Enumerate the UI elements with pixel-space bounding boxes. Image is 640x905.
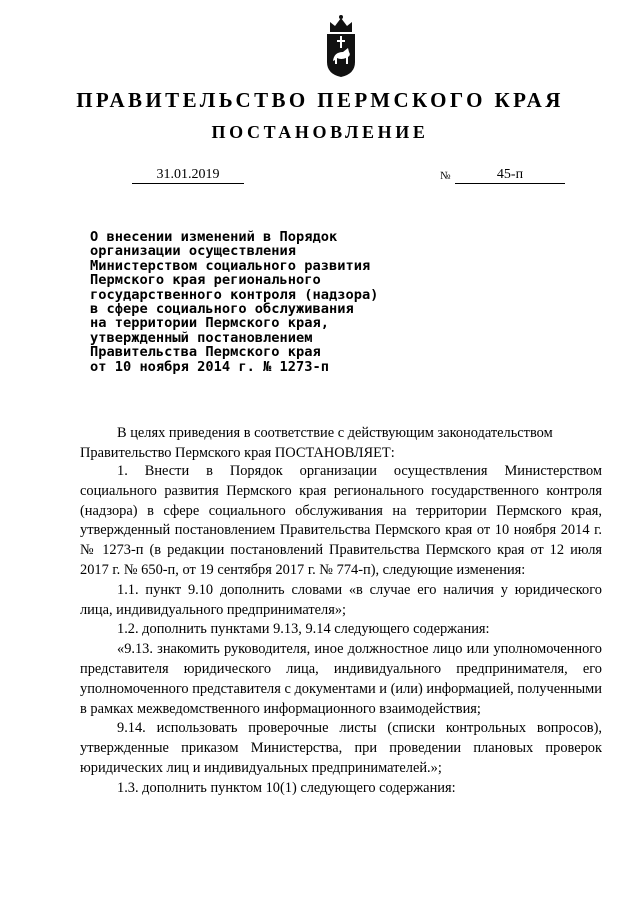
paragraph-9-13: «9.13. знакомить руководителя, иное должностное лицо или уполномоченного представителя юридического лица, индивидуального предпринимателя, его уполномоченного представителя с документами и (или) информацией, полученными в рамках межведомственного информационного взаимодействия;	[80, 641, 602, 717]
coat-of-arms-icon	[321, 14, 361, 78]
paragraph-1: 1. Внести в Порядок организации осуществления Министерством социального развития Пермского края регионального государственного контроля (надзора) в сфере социального обслуживания на территории Пермского края, утвержденный постановлением Правительства Пермского края от 10 ноября 2014 г. № 1273-п (в редакции постановлений Правительства Пермского края от 12 июля 2017 г. № 650-п, от 19 сентября 2017 г. № 774-п), следующие изменения:	[80, 463, 602, 578]
paragraph-9-14: 9.14. использовать проверочные листы (списки контрольных вопросов), утвержденные приказом Министерства, при проведении плановых проверок юридических лиц и индивидуальных предпринимателей.»;	[80, 720, 602, 776]
number-sign: №	[440, 170, 451, 182]
preamble-line-1: В целях приведения в соответствие с действующим законодательством	[117, 425, 553, 441]
document-number: 45-п	[455, 166, 565, 184]
government-title: ПРАВИТЕЛЬСТВО ПЕРМСКОГО КРАЯ	[76, 88, 564, 112]
document-body	[80, 462, 602, 799]
paragraph-1-2: 1.2. дополнить пунктами 9.13, 9.14 следующего содержания:	[117, 621, 490, 638]
preamble-line-2: Правительство Пермского края ПОСТАНОВЛЯЕТ:	[80, 445, 395, 461]
document-type: ПОСТАНОВЛЕНИЕ	[211, 122, 429, 142]
document-subject: О внесении изменений в Порядок организации осуществления Министерством социального развития Пермского края регионального государственного контроля (надзора) в сфере социального обслуживания на территории Пермского края, утвержденный постановлением Правительства Пермского края от 10 ноября 2014 г. № 1273-п	[90, 229, 379, 375]
document-date: 31.01.2019	[132, 166, 244, 184]
paragraph-1-3: 1.3. дополнить пунктом 10(1) следующего содержания:	[117, 779, 456, 796]
paragraph-1-1: 1.1. пункт 9.10 дополнить словами «в случае его наличия у юридического лица, индивидуального предпринимателя»;	[80, 581, 602, 618]
